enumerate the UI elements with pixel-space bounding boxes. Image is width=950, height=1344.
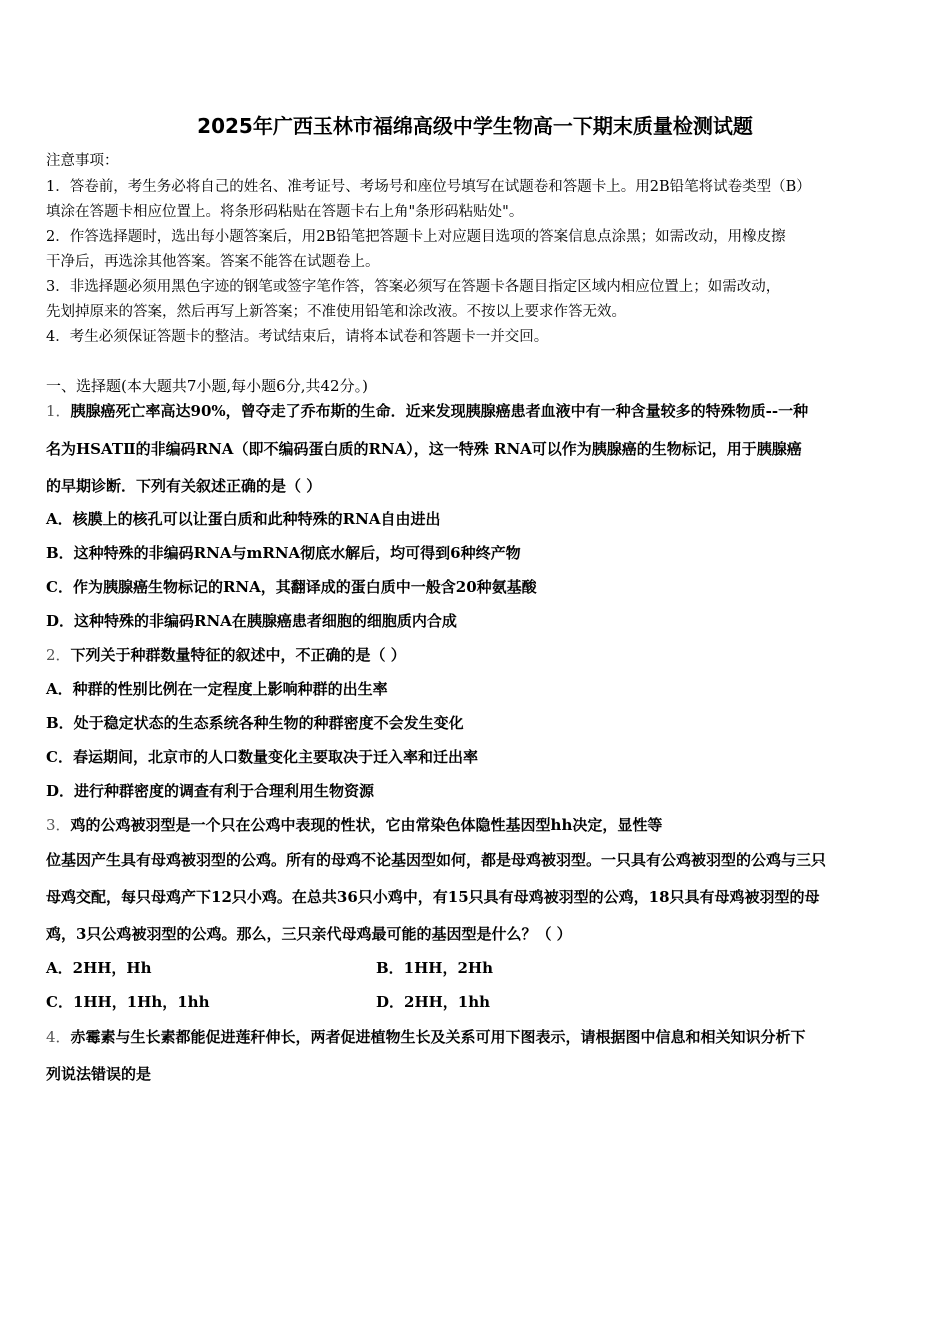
question-stem-line: 3．鸡的公鸡被羽型是一个只在公鸡中表现的性状，它由常染色体隐性基因型hh决定，显性等 — [46, 816, 663, 834]
question-number: 4． — [46, 1028, 71, 1046]
option-d: D．2HH，1hh — [376, 993, 491, 1011]
question-stem-line: 2．下列关于种群数量特征的叙述中，不正确的是（ ） — [46, 646, 406, 664]
option-c: C．春运期间，北京市的人口数量变化主要取决于迁入率和迁出率 — [46, 748, 478, 766]
question-stem-line: 鸡，3只公鸡被羽型的公鸡。那么，三只亲代母鸡最可能的基因型是什么？（ ） — [46, 925, 572, 943]
option-d: D．进行种群密度的调查有利于合理利用生物资源 — [46, 782, 375, 800]
question-stem-line: 1．胰腺癌死亡率高达90%，曾夺走了乔布斯的生命．近来发现胰腺癌患者血液中有一种含量较多的特殊物质--一种 — [46, 402, 809, 420]
option-b: B．这种特殊的非编码RNA与mRNA彻底水解后，均可得到6种终产物 — [46, 544, 521, 562]
exam-title: 2025年广西玉林市福绵高级中学生物高一下期末质量检测试题 — [197, 114, 753, 138]
option-a: A．种群的性别比例在一定程度上影响种群的出生率 — [46, 680, 388, 698]
option-c: C．作为胰腺癌生物标记的RNA，其翻译成的蛋白质中一般含20种氨基酸 — [46, 578, 537, 596]
question-number: 1． — [46, 402, 71, 420]
option-d: D．这种特殊的非编码RNA在胰腺癌患者细胞的细胞质内合成 — [46, 612, 457, 630]
question-number: 2． — [46, 646, 71, 664]
notes-line: 4．考生必须保证答题卡的整洁。考试结束后，请将本试卷和答题卡一并交回。 — [46, 329, 549, 345]
question-stem-line: 名为HSATⅡ的非编码RNA（即不编码蛋白质的RNA），这一特殊 RNA可以作为胰腺癌的生物标记，用于胰腺癌 — [46, 440, 802, 458]
option-c: C．1HH，1Hh，1hh — [46, 993, 210, 1011]
notes-line: 3．非选择题必须用黑色字迹的钢笔或签字笔作答，答案必须写在答题卡各题目指定区域内相应位置上；如需改动， — [46, 279, 781, 295]
question-stem-line: 母鸡交配，每只母鸡产下12只小鸡。在总共36只小鸡中，有15只具有母鸡被羽型的公鸡，18只具有母鸡被羽型的母 — [46, 888, 820, 906]
option-a: A．核膜上的核孔可以让蛋白质和此种特殊的RNA自由进出 — [46, 510, 441, 528]
section-heading: 一、选择题(本大题共7小题,每小题6分,共42分。) — [46, 377, 368, 395]
notes-line: 干净后，再选涂其他答案。答案不能答在试题卷上。 — [46, 254, 380, 270]
notes-heading: 注意事项： — [46, 153, 119, 169]
option-b: B．1HH，2Hh — [376, 959, 493, 977]
question-number: 3． — [46, 816, 71, 834]
option-b: B．处于稳定状态的生态系统各种生物的种群密度不会发生变化 — [46, 714, 464, 732]
notes-line: 1．答卷前，考生务必将自己的姓名、准考证号、考场号和座位号填写在试题卷和答题卡上。用2B铅笔将试卷类型（B） — [46, 179, 811, 195]
question-stem-line: 的早期诊断．下列有关叙述正确的是（ ） — [46, 477, 322, 495]
notes-line: 先划掉原来的答案，然后再写上新答案；不准使用铅笔和涂改液。不按以上要求作答无效。 — [46, 304, 626, 320]
notes-line: 填涂在答题卡相应位置上。将条形码粘贴在答题卡右上角"条形码粘贴处"。 — [46, 204, 524, 220]
option-a: A．2HH，Hh — [46, 959, 152, 977]
question-stem-line: 列说法错误的是 — [46, 1065, 152, 1083]
question-stem-line: 位基因产生具有母鸡被羽型的公鸡。所有的母鸡不论基因型如何，都是母鸡被羽型。一只具有公鸡被羽型的公鸡与三只 — [46, 851, 827, 869]
question-stem-line: 4．赤霉素与生长素都能促进莲秆伸长，两者促进植物生长及关系可用下图表示，请根据图中信息和相关知识分析下 — [46, 1028, 806, 1046]
notes-line: 2．作答选择题时，选出每小题答案后，用2B铅笔把答题卡上对应题目选项的答案信息点涂黑；如需改动，用橡皮擦 — [46, 229, 786, 245]
